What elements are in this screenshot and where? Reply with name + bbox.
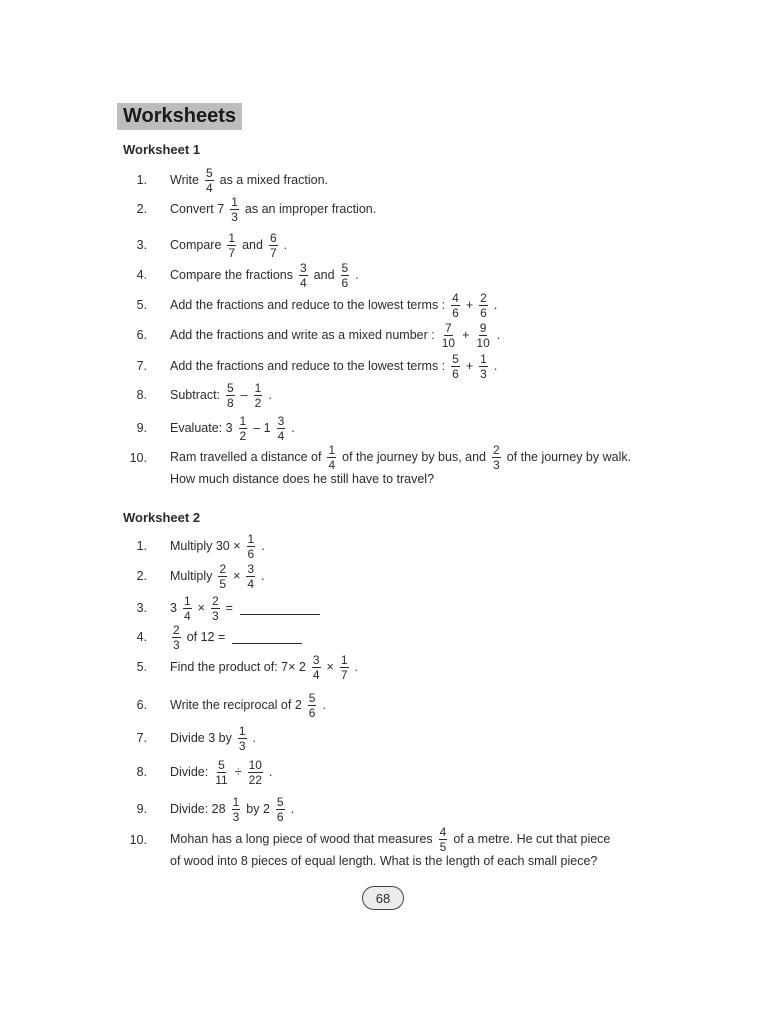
question-text-fragment: . bbox=[290, 802, 295, 816]
fraction-numerator: 3 bbox=[277, 413, 285, 428]
fraction bbox=[205, 167, 214, 194]
question-item bbox=[0, 320, 768, 350]
fraction bbox=[172, 624, 181, 651]
question-text bbox=[170, 794, 298, 824]
question-text-fragment: . bbox=[355, 268, 359, 282]
fraction-numerator: 7 bbox=[445, 320, 452, 335]
fraction bbox=[341, 262, 350, 289]
question-number: 3. bbox=[136, 601, 147, 615]
question-number: 10. bbox=[129, 451, 147, 465]
question-text bbox=[170, 194, 380, 224]
fraction bbox=[277, 415, 286, 442]
question-text bbox=[170, 531, 269, 561]
question-text-fragment: + bbox=[465, 359, 474, 373]
question-text-fragment: Add the fractions and reduce to the lowest terms : bbox=[170, 298, 446, 312]
question-text bbox=[170, 652, 362, 682]
fraction bbox=[479, 353, 488, 380]
fraction-numerator: 2 bbox=[219, 561, 227, 576]
question-item bbox=[0, 757, 768, 787]
question-text-fragment: . bbox=[252, 731, 257, 745]
question-text-fragment: Divide: 28 bbox=[170, 802, 226, 816]
question-item bbox=[0, 413, 768, 443]
question-text-fragment: ÷ bbox=[234, 765, 242, 779]
worksheet-title: Worksheet 1 bbox=[123, 142, 201, 157]
question-text-fragment: Convert 7 bbox=[170, 202, 225, 216]
question-text-fragment: as a mixed fraction. bbox=[219, 173, 329, 187]
question-text-fragment: – 1 bbox=[253, 421, 271, 435]
question-text-fragment: . bbox=[322, 698, 326, 712]
question-item bbox=[0, 165, 768, 195]
question-number: 2. bbox=[136, 202, 147, 216]
fraction-numerator: 1 bbox=[340, 652, 348, 667]
question-number: 2. bbox=[136, 569, 147, 583]
fraction-denominator: 3 bbox=[211, 608, 219, 623]
question-number: 1. bbox=[136, 539, 147, 553]
question-number: 6. bbox=[136, 328, 147, 342]
question-text-fragment: . bbox=[496, 328, 501, 342]
fraction bbox=[232, 796, 241, 823]
fraction bbox=[441, 322, 456, 349]
fraction-numerator: 9 bbox=[479, 320, 487, 335]
fraction-denominator: 4 bbox=[277, 428, 285, 443]
fraction bbox=[299, 262, 308, 289]
fraction bbox=[211, 595, 220, 622]
question-number: 3. bbox=[136, 238, 147, 252]
fraction-numerator: 2 bbox=[493, 443, 500, 457]
question-text-fragment: 3 bbox=[170, 601, 177, 615]
fraction-denominator: 6 bbox=[247, 546, 255, 561]
page-number: 68 bbox=[362, 886, 404, 910]
question-text-fragment: . bbox=[354, 660, 359, 674]
question-text-fragment: Write bbox=[170, 173, 199, 187]
fraction bbox=[327, 444, 336, 471]
question-text bbox=[170, 320, 504, 350]
fraction-denominator: 6 bbox=[480, 305, 487, 320]
fraction-numerator: 3 bbox=[312, 652, 320, 667]
question-item bbox=[0, 622, 768, 652]
question-text-fragment: Multiply bbox=[170, 569, 213, 583]
question-text-fragment: of 12 = bbox=[186, 630, 226, 644]
fraction-denominator: 6 bbox=[308, 705, 316, 720]
question-number: 8. bbox=[136, 388, 147, 402]
question-number: 8. bbox=[136, 765, 147, 779]
question-text bbox=[170, 165, 332, 195]
question-number: 9. bbox=[136, 421, 147, 435]
fraction-numerator: 1 bbox=[238, 723, 246, 738]
fraction-numerator: 5 bbox=[341, 260, 349, 275]
fraction bbox=[276, 796, 285, 823]
fraction bbox=[308, 692, 317, 719]
question-text-fragment: . bbox=[268, 765, 273, 779]
question-text-fragment: of the journey by walk. bbox=[506, 449, 632, 464]
question-item bbox=[0, 826, 768, 868]
fraction-denominator: 10 bbox=[476, 335, 490, 350]
question-text-fragment: + bbox=[465, 298, 474, 312]
question-text-fragment: . bbox=[261, 569, 265, 583]
fraction-denominator: 7 bbox=[269, 245, 277, 260]
question-item bbox=[0, 723, 768, 753]
fraction bbox=[492, 444, 501, 471]
fraction-denominator: 7 bbox=[228, 245, 236, 260]
fraction-numerator: 4 bbox=[439, 825, 447, 839]
question-text-fragment: and bbox=[242, 238, 263, 252]
question-number: 9. bbox=[136, 802, 147, 816]
question-text-fragment: = bbox=[225, 601, 233, 615]
question-text-fragment: and bbox=[313, 268, 335, 282]
question-item bbox=[0, 652, 768, 682]
fraction-denominator: 6 bbox=[452, 366, 459, 381]
question-item bbox=[0, 290, 768, 320]
fraction-denominator: 4 bbox=[328, 458, 336, 472]
question-text-fragment: of a metre. He cut that piece bbox=[453, 831, 611, 846]
fraction bbox=[451, 353, 460, 380]
fraction-numerator: 2 bbox=[480, 290, 487, 305]
fraction-denominator: 4 bbox=[183, 608, 191, 623]
fraction-numerator: 4 bbox=[452, 290, 459, 305]
question-text-fragment: . bbox=[261, 539, 265, 553]
fraction-denominator: 3 bbox=[480, 366, 487, 381]
question-text-fragment: How much distance does he still have to travel? bbox=[170, 472, 435, 486]
fraction-numerator: 1 bbox=[231, 194, 238, 209]
fraction-numerator: 10 bbox=[248, 757, 262, 772]
question-text bbox=[170, 723, 260, 753]
question-text-fragment: Ram travelled a distance of bbox=[170, 449, 322, 464]
fraction-denominator: 3 bbox=[231, 209, 238, 224]
question-text-fragment: + bbox=[462, 328, 470, 342]
fraction-denominator: 4 bbox=[312, 667, 320, 682]
fraction bbox=[475, 322, 490, 349]
question-text bbox=[170, 380, 276, 410]
question-text bbox=[170, 351, 501, 381]
question-item bbox=[0, 531, 768, 561]
fraction-numerator: 5 bbox=[276, 794, 284, 809]
fraction-denominator: 11 bbox=[215, 772, 228, 787]
fraction-denominator: 2 bbox=[239, 428, 247, 443]
question-text bbox=[170, 444, 635, 486]
question-number: 5. bbox=[136, 660, 147, 674]
fraction-numerator: 1 bbox=[232, 794, 240, 809]
fraction-denominator: 4 bbox=[205, 180, 213, 195]
fraction-denominator: 3 bbox=[238, 738, 246, 753]
fraction bbox=[218, 563, 227, 590]
fraction-numerator: 1 bbox=[254, 380, 262, 395]
fraction-numerator: 5 bbox=[218, 757, 225, 772]
fraction-denominator: 8 bbox=[227, 395, 234, 410]
question-number: 7. bbox=[136, 731, 147, 745]
fraction-denominator: 2 bbox=[254, 395, 262, 410]
question-text-fragment: of the journey by bus, and bbox=[342, 449, 487, 464]
fraction bbox=[246, 563, 255, 590]
fraction-numerator: 2 bbox=[211, 593, 219, 608]
page-heading: Worksheets bbox=[117, 103, 242, 130]
fraction bbox=[248, 759, 263, 786]
question-text-fragment: × bbox=[233, 569, 241, 583]
question-number: 4. bbox=[136, 630, 147, 644]
fraction bbox=[269, 232, 278, 259]
worksheet-title: Worksheet 2 bbox=[123, 510, 201, 525]
fraction bbox=[227, 232, 236, 259]
question-text bbox=[170, 290, 501, 320]
fraction bbox=[238, 725, 247, 752]
question-item bbox=[0, 690, 768, 720]
question-text-fragment: as an improper fraction. bbox=[244, 202, 377, 216]
question-number: 5. bbox=[136, 298, 147, 312]
fraction bbox=[340, 654, 349, 681]
fraction bbox=[479, 292, 488, 319]
fraction-numerator: 5 bbox=[205, 165, 213, 180]
question-text-fragment: Compare the fractions bbox=[170, 268, 293, 282]
question-text-fragment: Write the reciprocal of 2 bbox=[170, 698, 302, 712]
question-text-fragment: . bbox=[268, 388, 272, 402]
fraction-numerator: 5 bbox=[452, 351, 459, 366]
question-text-fragment: . bbox=[493, 359, 498, 373]
question-item bbox=[0, 444, 768, 486]
fraction bbox=[226, 382, 235, 409]
fraction bbox=[312, 654, 321, 681]
question-text-fragment: Divide 3 by bbox=[170, 731, 232, 745]
fraction-denominator: 22 bbox=[248, 772, 262, 787]
fraction-numerator: 1 bbox=[480, 351, 487, 366]
fraction bbox=[230, 196, 239, 223]
question-number: 1. bbox=[136, 173, 147, 187]
fraction-numerator: 2 bbox=[173, 622, 180, 637]
question-number: 7. bbox=[136, 359, 147, 373]
question-text bbox=[170, 230, 291, 260]
question-text-fragment: Find the product of: 7× 2 bbox=[170, 660, 306, 674]
fraction bbox=[254, 382, 263, 409]
question-text-fragment: . bbox=[291, 421, 295, 435]
question-text bbox=[170, 260, 363, 290]
fraction-denominator: 3 bbox=[493, 458, 500, 472]
fraction-numerator: 3 bbox=[247, 561, 255, 576]
question-text bbox=[170, 561, 269, 591]
question-item bbox=[0, 593, 768, 623]
question-text-fragment: Add the fractions and reduce to the lowest terms : bbox=[170, 359, 446, 373]
question-text-fragment: – bbox=[240, 388, 248, 402]
question-text-fragment: . bbox=[283, 238, 288, 252]
fraction-numerator: 1 bbox=[228, 230, 236, 245]
fraction-denominator: 6 bbox=[341, 275, 349, 290]
fraction-denominator: 4 bbox=[299, 275, 307, 290]
fraction-numerator: 1 bbox=[239, 413, 247, 428]
fraction-numerator: 6 bbox=[269, 230, 277, 245]
fraction-denominator: 4 bbox=[247, 576, 255, 591]
question-item bbox=[0, 194, 768, 224]
question-text-fragment: by 2 bbox=[246, 802, 270, 816]
fraction-numerator: 1 bbox=[183, 593, 191, 608]
question-text-fragment: Evaluate: 3 bbox=[170, 421, 233, 435]
question-text-fragment: of wood into 8 pieces of equal length. What is the length of each small piece? bbox=[170, 854, 598, 868]
question-text-fragment: × bbox=[326, 660, 334, 674]
question-text bbox=[170, 413, 299, 443]
question-text-fragment: Divide: bbox=[170, 765, 209, 779]
question-item bbox=[0, 260, 768, 290]
question-text bbox=[170, 622, 302, 652]
answer-blank[interactable] bbox=[240, 602, 320, 615]
question-text-fragment: Multiply 30 × bbox=[170, 539, 241, 553]
fraction-denominator: 3 bbox=[173, 637, 180, 652]
fraction-denominator: 7 bbox=[340, 667, 348, 682]
fraction-denominator: 5 bbox=[219, 576, 227, 591]
question-text-fragment: Subtract: bbox=[170, 388, 221, 402]
question-text bbox=[170, 690, 330, 720]
fraction-denominator: 6 bbox=[452, 305, 459, 320]
question-item bbox=[0, 380, 768, 410]
question-item bbox=[0, 794, 768, 824]
fraction bbox=[214, 759, 228, 786]
question-text-fragment: Mohan has a long piece of wood that measures bbox=[170, 831, 433, 846]
fraction bbox=[183, 595, 192, 622]
fraction-numerator: 1 bbox=[328, 443, 336, 457]
question-text bbox=[170, 826, 614, 868]
fraction-numerator: 3 bbox=[299, 260, 307, 275]
fraction bbox=[451, 292, 460, 319]
fraction bbox=[439, 826, 448, 853]
question-item bbox=[0, 561, 768, 591]
question-text-fragment: Compare bbox=[170, 238, 222, 252]
question-number: 6. bbox=[136, 698, 147, 712]
question-text-fragment: . bbox=[493, 298, 498, 312]
fraction bbox=[239, 415, 248, 442]
fraction-denominator: 3 bbox=[232, 809, 240, 824]
question-item bbox=[0, 230, 768, 260]
fraction-numerator: 1 bbox=[247, 531, 255, 546]
question-text-fragment: Add the fractions and write as a mixed number : bbox=[170, 328, 435, 342]
fraction-denominator: 10 bbox=[441, 335, 456, 350]
question-number: 4. bbox=[136, 268, 147, 282]
question-number: 10. bbox=[129, 833, 147, 847]
question-text bbox=[170, 757, 276, 787]
fraction-denominator: 6 bbox=[276, 809, 284, 824]
fraction-numerator: 5 bbox=[308, 690, 316, 705]
fraction-numerator: 5 bbox=[227, 380, 234, 395]
answer-blank[interactable] bbox=[232, 631, 302, 644]
fraction-denominator: 5 bbox=[439, 840, 447, 854]
fraction bbox=[247, 533, 256, 560]
question-text bbox=[170, 593, 320, 623]
question-item bbox=[0, 351, 768, 381]
question-text-fragment: × bbox=[197, 601, 205, 615]
